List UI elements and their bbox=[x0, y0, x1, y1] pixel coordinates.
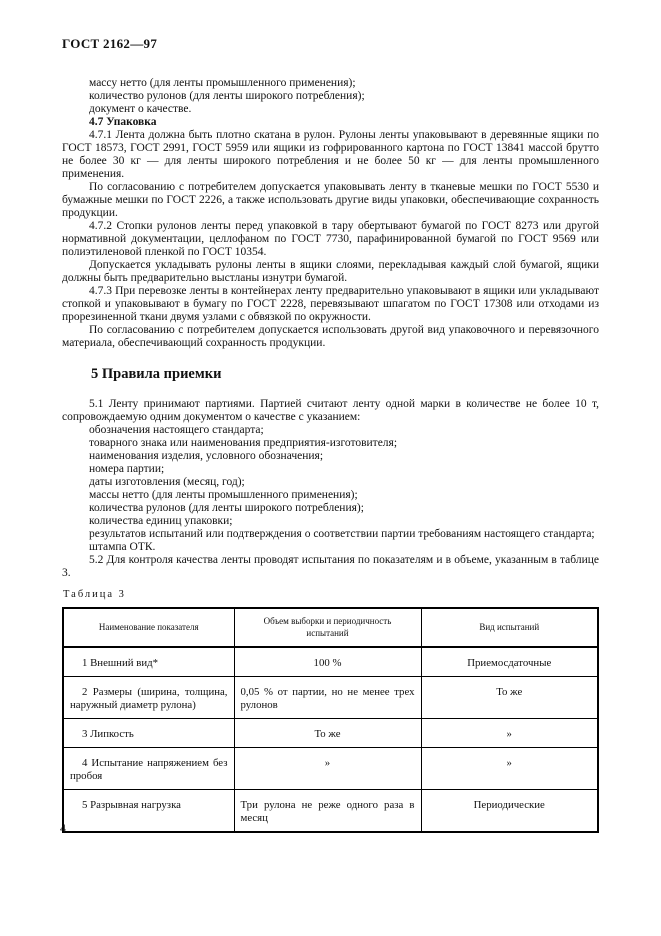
cell-indicator: 4 Испытание напряжением без пробоя bbox=[63, 748, 234, 790]
column-header-test-kind: Вид испытаний bbox=[421, 608, 598, 647]
cell-volume: То же bbox=[234, 719, 421, 748]
list-item: результатов испытаний или подтверждения о соответствии партии требованиям настоящего стандарта; bbox=[89, 528, 595, 540]
cell-kind: То же bbox=[421, 677, 598, 719]
table-row bbox=[63, 748, 598, 790]
list-item: товарного знака или наименования предприятия-изготовителя; bbox=[89, 437, 398, 449]
paragraph-4-7-2: 4.7.2 Стопки рулонов ленты перед упаковкой в тару обертывают бумагой по ГОСТ 8273 или другой нормативной документации, целлофаном по ГОСТ 7730, парафинированной бумагой по ГОСТ 9569 или полиэтиленовой пленкой по ГОСТ 10354. bbox=[62, 220, 599, 258]
cell-kind: » bbox=[421, 748, 598, 790]
table-row bbox=[63, 790, 598, 833]
list-item: даты изготовления (месяц, год); bbox=[89, 476, 245, 488]
table-header-row bbox=[63, 608, 598, 647]
table-caption: Таблица 3 bbox=[63, 589, 126, 600]
document-body bbox=[62, 77, 599, 833]
list-item: документ о качестве. bbox=[89, 103, 192, 115]
cell-volume: Три рулона не реже одного раза в месяц bbox=[234, 790, 421, 833]
list-item: количества рулонов (для ленты широкого потребления); bbox=[89, 502, 364, 514]
list-item: количества единиц упаковки; bbox=[89, 515, 233, 527]
cell-volume: » bbox=[234, 748, 421, 790]
list-item: обозначения настоящего стандарта; bbox=[89, 424, 264, 436]
paragraph: Допускается укладывать рулоны ленты в ящики слоями, перекладывая каждый слой бумагой, ящики должны быть предварительно выстланы изнутри бумагой. bbox=[62, 259, 599, 284]
list-item: количество рулонов (для ленты широкого потребления); bbox=[89, 90, 365, 102]
paragraph: По согласованию с потребителем допускается использовать другой вид упаковочного и перевязочного материала, обеспечивающий сохранность продукции. bbox=[62, 324, 599, 349]
cell-indicator: 2 Размеры (ширина, толщина, наружный диаметр рулона) bbox=[63, 677, 234, 719]
cell-kind: Периодические bbox=[421, 790, 598, 833]
table-row bbox=[63, 719, 598, 748]
acceptance-tests-table bbox=[62, 607, 599, 833]
cell-indicator: 1 Внешний вид* bbox=[63, 647, 234, 677]
list-item: массу нетто (для ленты промышленного применения); bbox=[89, 77, 356, 89]
paragraph-4-7-1: 4.7.1 Лента должна быть плотно скатана в рулон. Рулоны ленты упаковывают в деревянные ящики по ГОСТ 18573, ГОСТ 2991, ГОСТ 5959 или ящики из гофрированного картона по ГОСТ 13841 массой брутто не более 30 кг — для ленты широкого потребления и не более 50 кг — для ленты промышленного применения. bbox=[62, 129, 599, 180]
list-item: номера партии; bbox=[89, 463, 165, 475]
list-item: массы нетто (для ленты промышленного применения); bbox=[89, 489, 358, 501]
cell-kind: Приемосдаточные bbox=[421, 647, 598, 677]
subsection-heading-4-7: 4.7 Упаковка bbox=[89, 116, 157, 128]
paragraph-5-2: 5.2 Для контроля качества ленты проводят испытания по показателям и в объеме, указанным в таблице 3. bbox=[62, 554, 599, 579]
table-row bbox=[63, 647, 598, 677]
cell-indicator: 3 Липкость bbox=[63, 719, 234, 748]
list-item: штампа ОТК. bbox=[89, 541, 156, 553]
cell-kind: » bbox=[421, 719, 598, 748]
cell-volume: 100 % bbox=[234, 647, 421, 677]
section-heading-5: 5 Правила приемки bbox=[91, 366, 222, 382]
column-header-indicator: Наименование показателя bbox=[63, 608, 234, 647]
column-header-sample-volume: Объем выборки и периодичность испытаний bbox=[234, 608, 421, 647]
paragraph-5-1: 5.1 Ленту принимают партиями. Партией считают ленту одной марки в количестве не более 10 т, сопровождаемую одним документом о качестве с указанием: bbox=[62, 398, 599, 423]
cell-indicator: 5 Разрывная нагрузка bbox=[63, 790, 234, 833]
page-number: 4 bbox=[60, 821, 66, 835]
paragraph-4-7-3: 4.7.3 При перевозке ленты в контейнерах ленту предварительно упаковывают в ящики или укладывают стопкой и упаковывают в бумагу по ГОСТ 2228, перевязывают шпагатом по ГОСТ 17308 или отходами из прорезиненной ткани двумя узлами с обвязкой по окружности. bbox=[62, 285, 599, 323]
cell-volume: 0,05 % от партии, но не менее трех рулонов bbox=[234, 677, 421, 719]
paragraph: По согласованию с потребителем допускается упаковывать ленту в тканевые мешки по ГОСТ 5530 и бумажные мешки по ГОСТ 2226, а также использовать другие виды упаковки, обеспечивающие сохранность продукции. bbox=[62, 181, 599, 219]
table-row bbox=[63, 677, 598, 719]
list-item: наименования изделия, условного обозначения; bbox=[89, 450, 324, 462]
standard-number: ГОСТ 2162—97 bbox=[62, 36, 158, 51]
